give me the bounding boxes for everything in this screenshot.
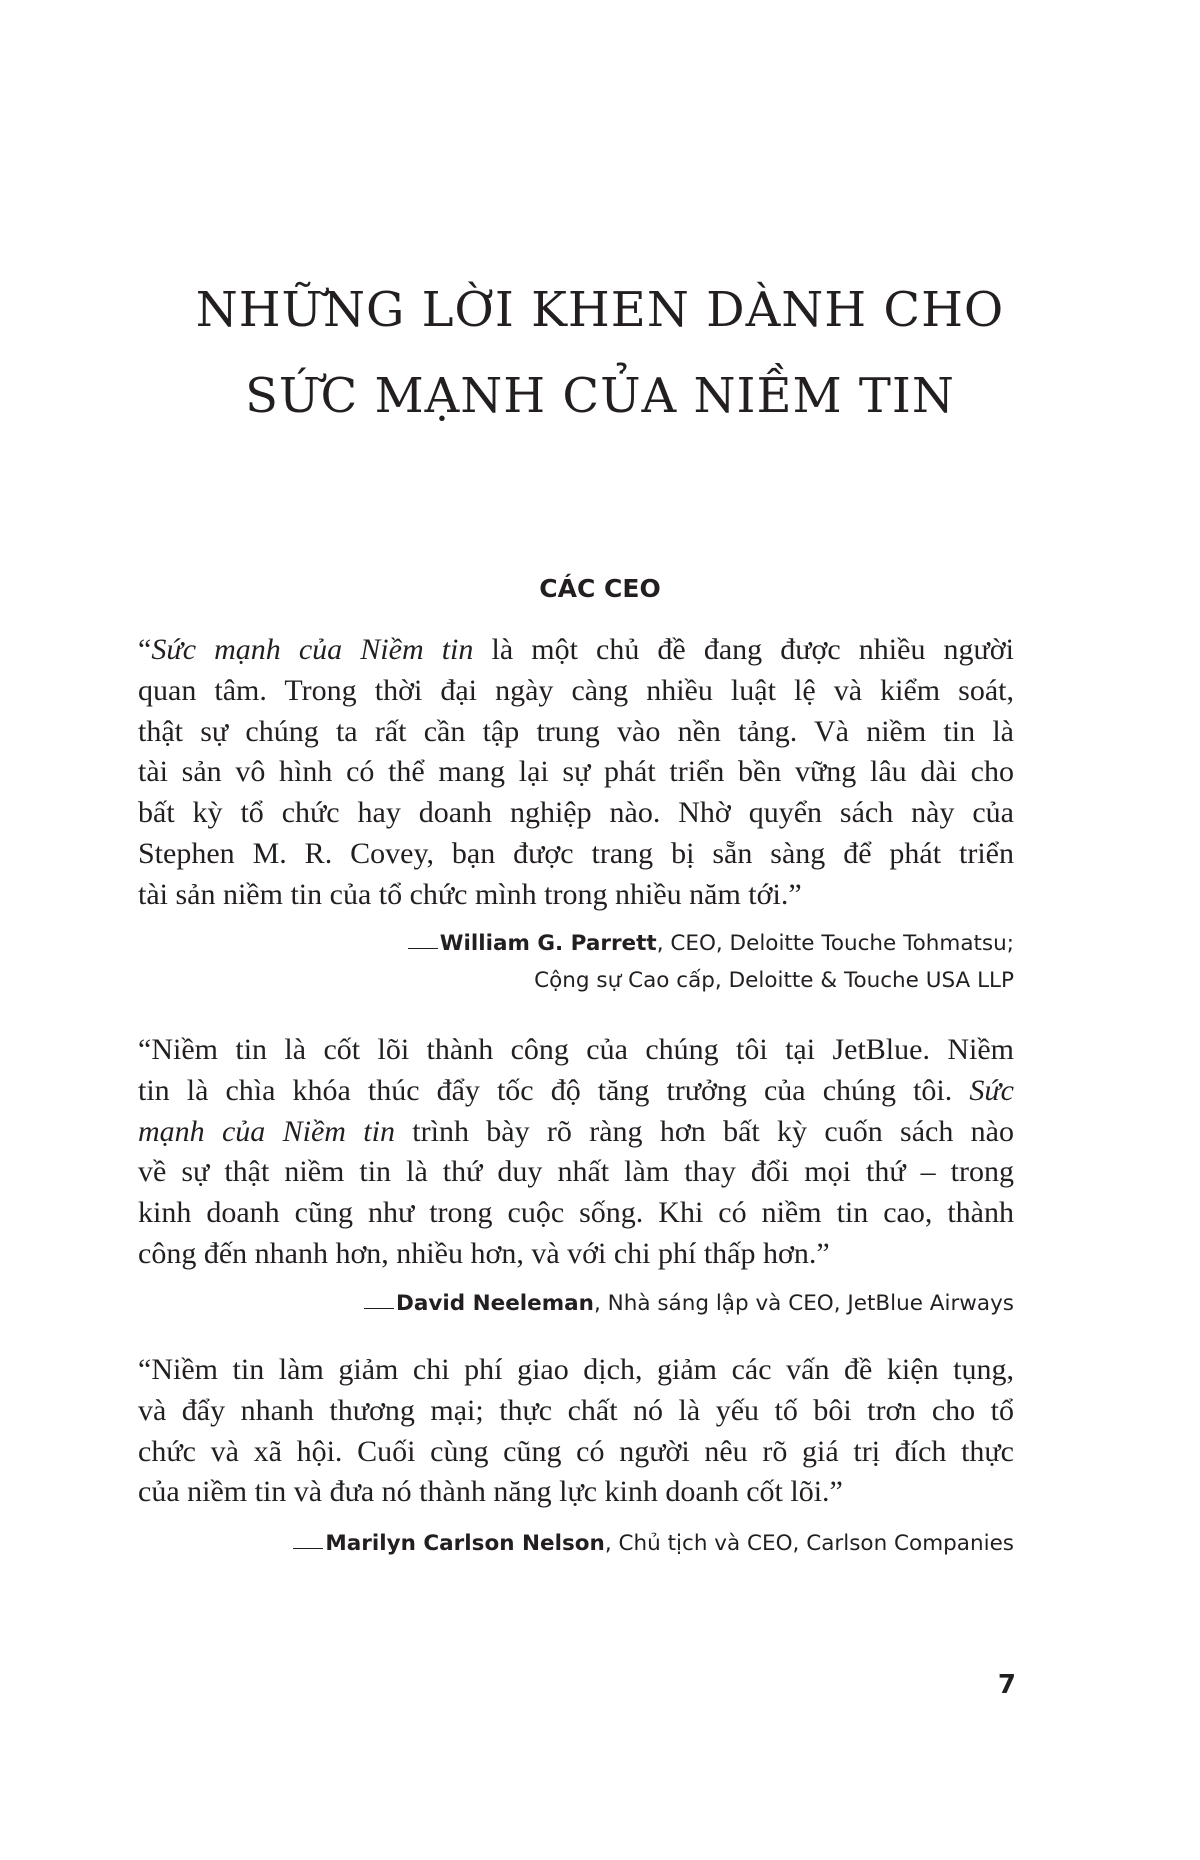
quote-3-attribution: [293, 1526, 1014, 1562]
quote-1-line: tài sản vô hình có thể mang lại sự phát triển bền vững lâu dài cho: [138, 755, 1014, 789]
quote-1-author: William G. Parrett: [439, 931, 657, 956]
quote-1-line: bất kỳ tổ chức hay doanh nghiệp nào. Nhờ quyển sách này của: [138, 796, 1014, 830]
quote-2: [138, 1030, 1014, 1275]
quote-3-line: chức và xã hội. Cuối cùng cũng có người nêu rõ giá trị đích thực: [138, 1434, 1014, 1468]
quote-2-attribution: [364, 1286, 1014, 1322]
quote-2-author: David Neeleman: [396, 1291, 594, 1316]
book-title-italic: Sức: [969, 1073, 1014, 1107]
quote-1-line: thật sự chúng ta rất cần tập trung vào nền tảng. Và niềm tin là: [138, 714, 1014, 748]
quote-2-role: , Nhà sáng lập và CEO, JetBlue Airways: [593, 1291, 1014, 1316]
quote-1-line: Stephen M. R. Covey, bạn được trang bị sẵn sàng để phát triển: [138, 836, 1014, 870]
book-title-italic: Sức mạnh của Niềm tin: [151, 633, 474, 666]
page-number: 7: [997, 1670, 1016, 1700]
quote-2-line: công đến nhanh hơn, nhiều hơn, và với chi phí thấp hơn.”: [138, 1236, 830, 1270]
em-dash-rule: [364, 1308, 394, 1309]
quote-3-role: , Chủ tịch và CEO, Carlson Companies: [604, 1531, 1014, 1556]
em-dash-rule: [408, 948, 438, 949]
quote-3-author: Marilyn Carlson Nelson: [325, 1531, 605, 1556]
quote-1-role: , CEO, Deloitte Touche Tohmatsu;: [656, 931, 1014, 956]
quote-3-line: và đẩy nhanh thương mại; thực chất nó là yếu tố bôi trơn cho tổ: [138, 1393, 1014, 1427]
quote-2-line: mạnh của Niềm tin trình bày rõ ràng hơn bất kỳ cuốn sách nào: [138, 1114, 1014, 1148]
quote-1-line: tài sản niềm tin của tổ chức mình trong nhiều năm tới.”: [138, 877, 802, 911]
quote-1: [138, 630, 1014, 916]
quote-1-attribution: [408, 926, 1014, 962]
quote-2-line: về sự thật niềm tin là thứ duy nhất làm thay đổi mọi thứ – trong: [138, 1155, 1014, 1189]
quote-3-line: “Niềm tin làm giảm chi phí giao dịch, giảm các vấn đề kiện tụng,: [138, 1353, 1014, 1386]
quote-3: [138, 1350, 1014, 1513]
book-title-italic: mạnh của Niềm tin: [138, 1114, 395, 1148]
section-heading: CÁC CEO: [539, 574, 661, 603]
quote-1-line: quan tâm. Trong thời đại ngày càng nhiều luật lệ và kiểm soát,: [138, 673, 1014, 707]
quote-2-line: tin là chìa khóa thúc đẩy tốc độ tăng trưởng của chúng tôi. Sức: [138, 1073, 1014, 1107]
quote-2-line: kinh doanh cũng như trong cuộc sống. Khi có niềm tin cao, thành: [138, 1196, 1014, 1230]
quote-2-line: “Niềm tin là cốt lõi thành công của chúng tôi tại JetBlue. Niềm: [138, 1033, 1014, 1066]
quote-1-line: “Sức mạnh của Niềm tin là một chủ đề đang được nhiều người: [138, 633, 1014, 666]
em-dash-rule: [293, 1548, 323, 1549]
page-title-line-2: SỨC MẠNH CỦA NIỀM TIN: [245, 368, 955, 424]
quote-1-attribution-line-2: Cộng sự Cao cấp, Deloitte & Touche USA LLP: [534, 968, 1014, 993]
quote-3-line: của niềm tin và đưa nó thành năng lực kinh doanh cốt lõi.”: [138, 1475, 843, 1509]
page-title-line-1: NHỮNG LỜI KHEN DÀNH CHO: [195, 282, 1005, 338]
